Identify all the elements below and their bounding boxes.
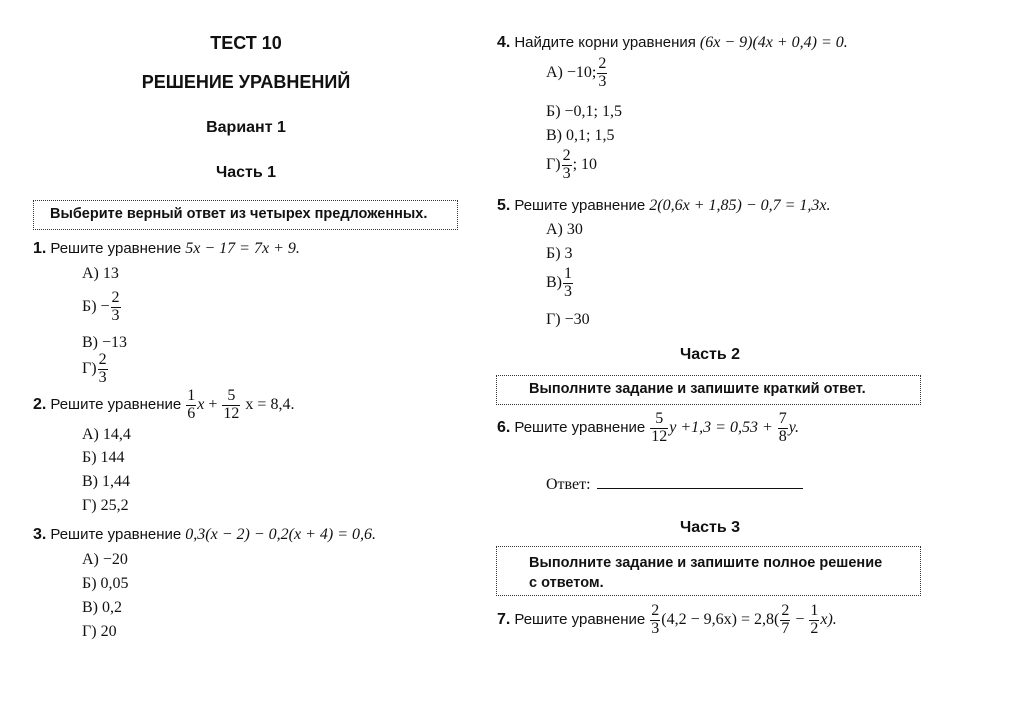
question-number: 4.	[497, 34, 511, 51]
q3-option-b: Б) 0,05	[82, 575, 129, 592]
part3-instruction-line1: Выполните задание и запишите полное решение	[529, 555, 883, 571]
q3-option-c: В) 0,2	[82, 599, 122, 616]
part2-title: Часть 2	[679, 346, 741, 363]
part1-title: Часть 1	[215, 164, 277, 181]
fraction-numerator: 2	[562, 147, 571, 164]
question-5	[497, 197, 831, 215]
fraction	[809, 603, 819, 638]
fraction	[778, 411, 788, 446]
question-prompt: Решите уравнение	[514, 197, 646, 214]
fraction-denominator: 3	[651, 619, 660, 637]
q3-option-a: А) −20	[82, 551, 128, 568]
answer-field[interactable]	[546, 476, 803, 494]
fraction-denominator: 3	[562, 164, 571, 182]
fraction	[780, 603, 790, 638]
fraction	[222, 388, 240, 423]
fraction-numerator: 2	[598, 55, 607, 72]
variant-title: Вариант 1	[206, 119, 286, 136]
fraction	[563, 266, 573, 301]
question-6	[497, 411, 799, 446]
answer-line[interactable]	[597, 488, 803, 489]
q4-option-a	[546, 56, 608, 91]
question-4	[497, 34, 848, 52]
answer-label: Ответ:	[546, 476, 591, 493]
fraction-denominator: 7	[781, 619, 790, 637]
fraction-denominator: 2	[810, 619, 819, 637]
equation-middle: y +1,3 = 0,53 +	[669, 418, 773, 436]
equation: 0,3(x − 2) − 0,2(x + 4) = 0,6.	[185, 526, 376, 543]
fraction-numerator: 7	[778, 410, 787, 427]
fraction-numerator: 5	[222, 388, 240, 406]
fraction-denominator: 3	[98, 368, 107, 386]
q3-option-d: Г) 20	[82, 623, 117, 640]
fraction	[111, 290, 121, 325]
question-prompt: Решите уравнение	[50, 395, 182, 413]
q5-option-c	[546, 266, 574, 301]
fraction-denominator: 6	[187, 404, 196, 422]
fraction	[597, 56, 607, 91]
option-label: В)	[546, 273, 562, 291]
q2-option-c: В) 1,44	[82, 473, 130, 490]
equation: 5x − 17 = 7x + 9.	[185, 240, 300, 257]
fraction-denominator: 3	[564, 282, 572, 300]
fraction	[562, 148, 572, 183]
fraction-numerator: 2	[781, 602, 790, 619]
question-number: 2.	[33, 395, 47, 413]
fraction	[98, 352, 108, 387]
question-prompt: Решите уравнение	[514, 610, 646, 628]
part3-title: Часть 3	[679, 519, 741, 536]
fraction-numerator: 1	[187, 387, 196, 404]
question-prompt: Решите уравнение	[514, 418, 646, 436]
question-number: 3.	[33, 526, 47, 543]
equation: 2(0,6x + 1,85) − 0,7 = 1,3x.	[649, 197, 831, 214]
q1-option-a: А) 13	[82, 265, 119, 282]
fraction-denominator: 3	[598, 72, 607, 90]
question-prompt: Решите уравнение	[50, 240, 182, 257]
equation-middle: (4,2 − 9,6x) = 2,8(	[661, 610, 780, 628]
equation-tail: x).	[820, 610, 837, 628]
option-label: Б) −	[82, 297, 110, 315]
test-title: ТЕСТ 10	[210, 33, 282, 53]
fraction	[186, 388, 196, 423]
q5-option-d: Г) −30	[546, 311, 590, 328]
q5-option-b: Б) 3	[546, 245, 573, 262]
q2-option-a: А) 14,4	[82, 426, 131, 443]
part1-instruction-box	[33, 200, 458, 230]
fraction-denominator: 12	[223, 404, 240, 422]
option-label: Г)	[546, 155, 561, 173]
fraction-numerator: 1	[810, 602, 819, 619]
equation-tail: x = 8,4.	[245, 395, 295, 413]
q4-option-b: Б) −0,1; 1,5	[546, 103, 622, 120]
question-2: 2. Решите уравнение $\frac{1}{6}$ x + $\frac{5}{12}$ x = 8,4.	[33, 387, 295, 422]
part1-instruction: Выберите верный ответ из четырех предложенных.	[50, 206, 428, 222]
equation: (6x − 9)(4x + 0,4) = 0.	[699, 34, 848, 51]
fraction-denominator: 3	[111, 306, 120, 324]
fraction-numerator: 2	[111, 289, 120, 306]
option-suffix: ; 10	[572, 155, 598, 173]
q1-option-d	[82, 352, 109, 387]
question-prompt: Найдите корни уравнения	[514, 34, 696, 51]
topic-title: РЕШЕНИЕ УРАВНЕНИЙ	[141, 72, 351, 92]
q1-option-c: В) −13	[82, 334, 128, 351]
minus-sign: −	[795, 610, 805, 628]
question-number: 1.	[33, 240, 47, 257]
equation-tail: y.	[788, 418, 799, 436]
question-3	[33, 526, 376, 544]
q5-option-a: А) 30	[546, 221, 583, 238]
fraction	[650, 603, 660, 638]
fraction	[650, 411, 668, 446]
fraction-numerator: 1	[564, 265, 572, 282]
q2-option-b: Б) 144	[82, 449, 125, 466]
q4-option-d	[546, 148, 597, 183]
fraction-numerator: 2	[651, 602, 660, 619]
question-1	[33, 240, 300, 258]
question-7	[497, 603, 837, 638]
question-prompt: Решите уравнение	[50, 526, 182, 543]
q1-option-b	[82, 290, 122, 325]
fraction-denominator: 8	[778, 427, 787, 445]
question-number: 7.	[497, 610, 511, 628]
q4-option-c: В) 0,1; 1,5	[546, 127, 615, 144]
question-number: 6.	[497, 418, 511, 436]
part3-instruction-line2: с ответом.	[529, 575, 604, 591]
part3-instruction-box	[496, 546, 921, 596]
part2-instruction: Выполните задание и запишите краткий ответ.	[529, 381, 866, 397]
q2-option-d: Г) 25,2	[82, 497, 129, 514]
fraction-numerator: 2	[98, 351, 107, 368]
fraction-numerator: 5	[650, 411, 668, 429]
question-number: 5.	[497, 197, 511, 214]
option-label: Г)	[82, 359, 97, 377]
part2-instruction-box	[496, 375, 921, 405]
option-label: А) −10;	[546, 63, 597, 81]
fraction-denominator: 12	[651, 427, 668, 445]
